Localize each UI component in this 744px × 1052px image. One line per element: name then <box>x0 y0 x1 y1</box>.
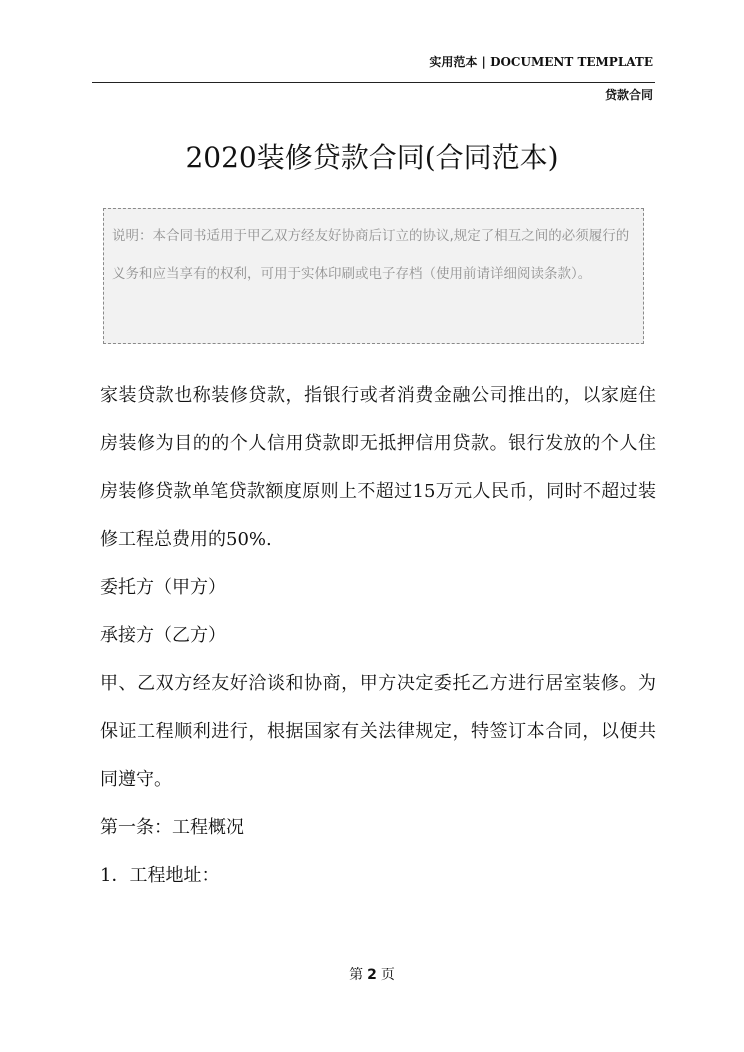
paragraph-agreement: 甲、乙双方经友好洽谈和协商，甲方决定委托乙方进行居室装修。为保证工程顺利进行，根据国家有关法律规定，特签订本合同，以便共同遵守。 <box>100 673 656 790</box>
header-brand: 实用范本 | DOCUMENT TEMPLATE <box>429 55 653 69</box>
paragraph-intro: 家装贷款也称装修贷款，指银行或者消费金融公司推出的，以家庭住房装修为目的的个人信用贷款即无抵押信用贷款。银行发放的个人住房装修贷款单笔贷款额度原则上不超过15万元人民币，同时不超过装修工程总费用的50%. <box>100 385 656 550</box>
document-body <box>100 372 656 900</box>
footer-suffix: 页 <box>380 967 395 983</box>
footer-prefix: 第 <box>349 967 364 983</box>
page-footer <box>0 964 744 984</box>
description-box <box>103 208 644 344</box>
document-title: 2020装修贷款合同(合同范本) <box>185 141 559 174</box>
paragraph-party-a: 委托方（甲方） <box>100 577 226 598</box>
paragraph-article-one: 第一条：工程概况 <box>100 817 244 838</box>
header-category: 贷款合同 <box>604 88 653 102</box>
description-text: 说明：本合同书适用于甲乙双方经友好协商后订立的协议,规定了相互之间的必须履行的义务和应当享有的权利，可用于实体印刷或电子存档（使用前请详细阅读条款）。 <box>112 228 630 282</box>
header-divider <box>92 82 655 83</box>
paragraph-party-b: 承接方（乙方） <box>100 625 226 646</box>
page-number: 2 <box>367 967 377 983</box>
paragraph-address: 1．工程地址： <box>100 865 220 886</box>
